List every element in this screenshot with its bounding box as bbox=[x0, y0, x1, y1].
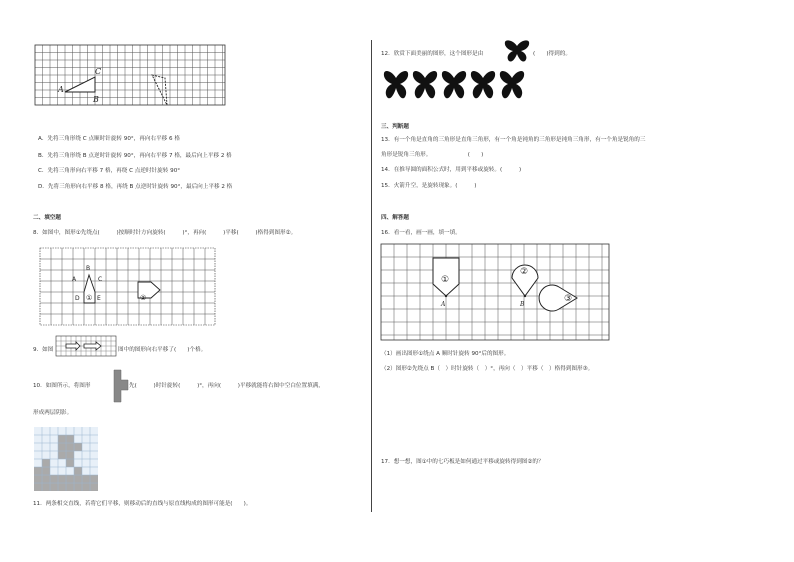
label-three: ③ bbox=[564, 294, 573, 304]
point-B bbox=[524, 295, 526, 297]
point-A bbox=[445, 295, 447, 297]
label-two: ② bbox=[140, 294, 147, 302]
grid-figure-rotation-triangle bbox=[35, 45, 225, 105]
question-13-line1: 13．有一个角是直角的三角形是直角三角形，有一个角是钝角的三角形是钝角三角形，有一个角是锐角的三 bbox=[381, 137, 646, 143]
q9-arrow-grid-figure bbox=[56, 336, 116, 356]
question-10-mid: 先( )时针旋转( )°，再向( )平移就能将右图中空白位置填满， bbox=[129, 383, 324, 389]
question-8: 8．如图中，图形①先绕点( )按顺时针方向旋转( )°，再向( )平移( )格得到图形②。 bbox=[33, 230, 297, 236]
question-9-start: 9．如图 bbox=[33, 347, 54, 353]
question-15: 15．火箭升空，是旋转现象。( ) bbox=[381, 183, 477, 189]
label-A: A bbox=[441, 301, 446, 308]
arrow-original bbox=[66, 342, 80, 350]
label-B: B bbox=[520, 301, 525, 308]
label-A: A bbox=[58, 85, 64, 94]
question-16-part2: （2）图形②先绕点 B（ ）时针旋转（ ）°，再向（ ）平移（ ）格得到图形③。 bbox=[381, 366, 594, 372]
option-d[interactable]: D．先将三角形向右平移 8 格，再绕 B 点逆时针旋转 90°，最后向上平移 2 格 bbox=[38, 184, 233, 190]
grid-figure-q8 bbox=[40, 248, 215, 325]
question-16: 16．看一看，画一画，填一填。 bbox=[381, 230, 461, 236]
question-16-part1: （1）画出图形①绕点 A 顺时针旋转 90°后的图形。 bbox=[381, 351, 510, 357]
section-solve-heading: 四、解答题 bbox=[381, 215, 409, 221]
q10-shaded-grid bbox=[34, 427, 98, 491]
arrow-moved bbox=[84, 342, 101, 350]
label-one: ① bbox=[86, 294, 93, 302]
label-A: A bbox=[72, 276, 77, 283]
q10-t-shape-icon bbox=[108, 370, 128, 402]
label-C: C bbox=[98, 276, 103, 283]
question-13-line2: 角形是锐角三角形。 ( ) bbox=[381, 152, 484, 158]
question-12-start: 12．欣赏下面美丽的图形，这个图形是由 bbox=[381, 51, 484, 57]
label-C: C bbox=[95, 67, 102, 76]
question-9-end: 图中的图形向右平移了( )个格。 bbox=[118, 347, 207, 353]
option-c[interactable]: C．先将三角形向右平移 7 格，再绕 C 点逆时针旋转 90° bbox=[38, 168, 181, 174]
question-11: 11．两条相交直线，若将它们平移，则移动后的直线与原直线构成的图形可能是( )。 bbox=[33, 501, 252, 507]
label-B: B bbox=[86, 265, 91, 272]
question-14: 14．在推导圆的面积公式时，用到平移或旋转。( ) bbox=[381, 167, 522, 173]
butterfly-row-figure bbox=[383, 68, 528, 100]
label-E: E bbox=[97, 295, 101, 302]
column-divider bbox=[371, 40, 372, 512]
label-B: B bbox=[93, 95, 99, 104]
section-judge-heading: 三、判断题 bbox=[381, 124, 409, 130]
question-10-start: 10．如图所示，将图形 bbox=[33, 383, 91, 389]
section-fill-in-heading: 二、填空题 bbox=[33, 215, 61, 221]
option-b[interactable]: B．先将三角形绕 B 点逆时针旋转 90°，再向右平移 7 格，最后向上平移 2 格 bbox=[38, 153, 232, 159]
question-10-end: 形成两层阴影。 bbox=[33, 410, 73, 416]
single-butterfly-icon bbox=[504, 40, 530, 64]
grid-figure-q16 bbox=[381, 244, 609, 340]
question-12-end: ( )得到的。 bbox=[533, 51, 571, 57]
label-D: D bbox=[75, 295, 80, 302]
question-17: 17．想一想，图①中的七巧板是如何通过平移或旋转得到图②的？ bbox=[381, 459, 544, 465]
label-two: ② bbox=[520, 267, 529, 277]
option-a[interactable]: A．先将三角形绕 C 点顺时针旋转 90°，再向右平移 6 格 bbox=[38, 136, 180, 142]
label-one: ① bbox=[441, 275, 450, 285]
